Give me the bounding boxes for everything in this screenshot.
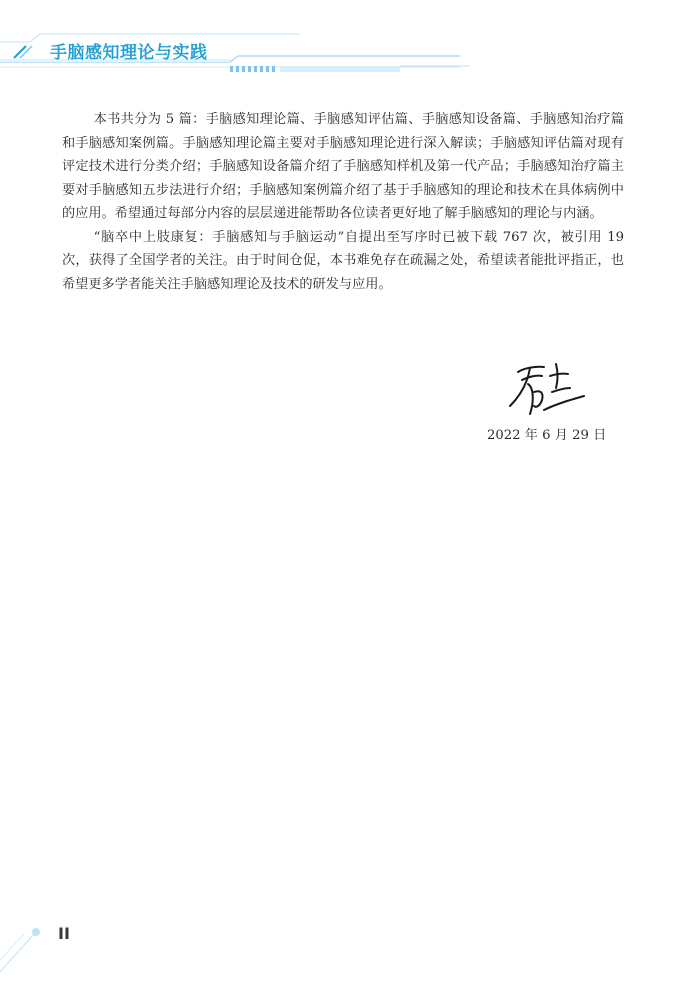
corner-decoration [0,900,60,980]
page-header [0,0,700,80]
handwritten-signature [500,358,590,420]
preface-date: 2022 年 6 月 29 日 [487,428,607,443]
paragraph: “脑卒中上肢康复：手脑感知与手脑运动”自提出至写序时已被下载 767 次，被引用 19 次，获得了全国学者的关注。由于时间仓促，本书难免存在疏漏之处，希望读者能批评指正，也希望更多学者能关注手脑感知理论及技术的研发与应用。 [62,229,624,292]
paragraph: 本书共分为 5 篇：手脑感知理论篇、手脑感知评估篇、手脑感知设备篇、手脑感知治疗篇和手脑感知案例篇。手脑感知理论篇主要对手脑感知理论进行深入解读；手脑感知评估篇对现有评定技术进行分类介绍；手脑感知设备篇介绍了手脑感知样机及第一代产品；手脑感知治疗篇主要对手脑感知五步法进行介绍；手脑感知案例篇介绍了基于手脑感知的理论和技术在具体病例中的应用。希望通过每部分内容的层层递进能帮助各位读者更好地了解手脑感知的理论与内涵。 [62,112,624,221]
preface-body [62,108,624,296]
page-number: II [58,924,70,943]
running-header-title: 手脑感知理论与实践 [50,43,208,63]
